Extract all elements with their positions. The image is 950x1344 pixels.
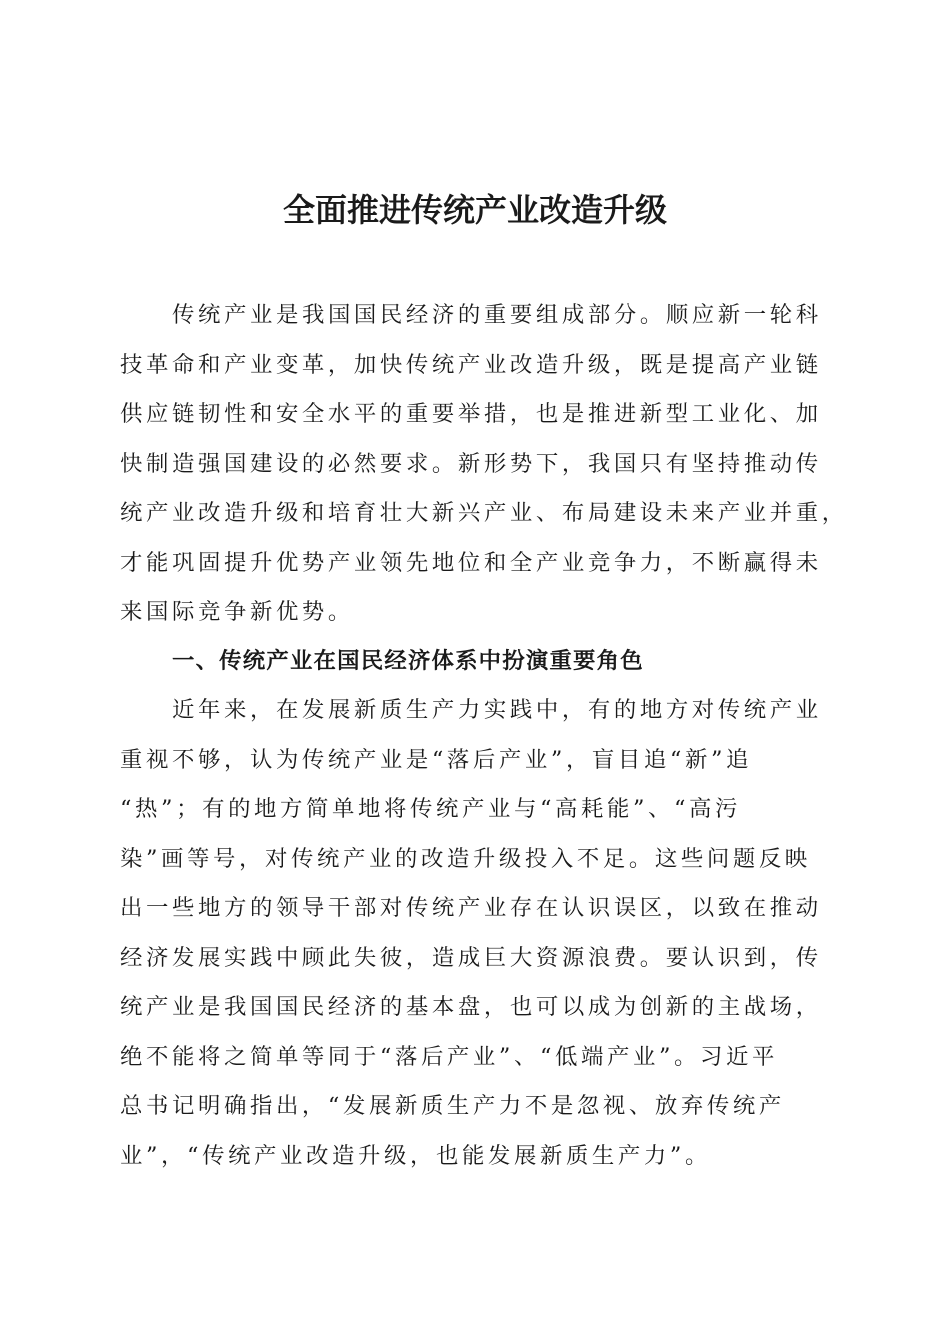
paragraph-line: 近年来，在发展新质生产力实践中，有的地方对传统产业 (172, 697, 822, 723)
paragraph-line: 统产业是我国国民经济的基本盘，也可以成为创新的主战场， (120, 994, 822, 1020)
paragraph-line: 染”画等号，对传统产业的改造升级投入不足。这些问题反映 (120, 845, 811, 872)
paragraph-line: 来国际竞争新优势。 (120, 599, 354, 625)
paragraph-line: 传统产业是我国国民经济的重要组成部分。顺应新一轮科 (172, 302, 822, 328)
paragraph-line: 总书记明确指出，“发展新质生产力不是忽视、放弃传统产 (120, 1093, 785, 1119)
paragraph-line: 重视不够，认为传统产业是“落后产业”，盲目追“新”追 (120, 746, 752, 773)
paragraph-line: 统产业改造升级和培育壮大新兴产业、布局建设未来产业并重， (120, 500, 848, 526)
paragraph-line: 快制造强国建设的必然要求。新形势下，我国只有坚持推动传 (120, 450, 822, 477)
document-title: 全面推进传统产业改造升级 (282, 191, 667, 229)
paragraph-2 (120, 686, 830, 1181)
paragraph-line: “热”；有的地方简单地将传统产业与“高耗能”、“高污 (120, 796, 742, 822)
paragraph-line: 才能巩固提升优势产业领先地位和全产业竞争力，不断赢得未 (120, 549, 822, 576)
paragraph-line: 技革命和产业变革，加快传统产业改造升级，既是提高产业链 (120, 351, 822, 378)
section-heading-1 (120, 637, 830, 687)
paragraph-line: 供应链韧性和安全水平的重要举措，也是推进新型工业化、加 (120, 401, 822, 427)
paragraph-1 (120, 291, 848, 638)
paragraph-line: 绝不能将之简单等同于“落后产业”、“低端产业”。习近平 (120, 1043, 778, 1070)
paragraph-line: 出一些地方的领导干部对传统产业存在认识误区，以致在推动 (120, 895, 822, 921)
paragraph-line: 业”，“传统产业改造升级，也能发展新质生产力”。 (120, 1142, 711, 1169)
paragraph-line: 经济发展实践中顾此失彼，造成巨大资源浪费。要认识到，传 (120, 944, 822, 971)
section-heading-text: 一、传统产业在国民经济体系中扮演重要角色 (172, 648, 644, 674)
